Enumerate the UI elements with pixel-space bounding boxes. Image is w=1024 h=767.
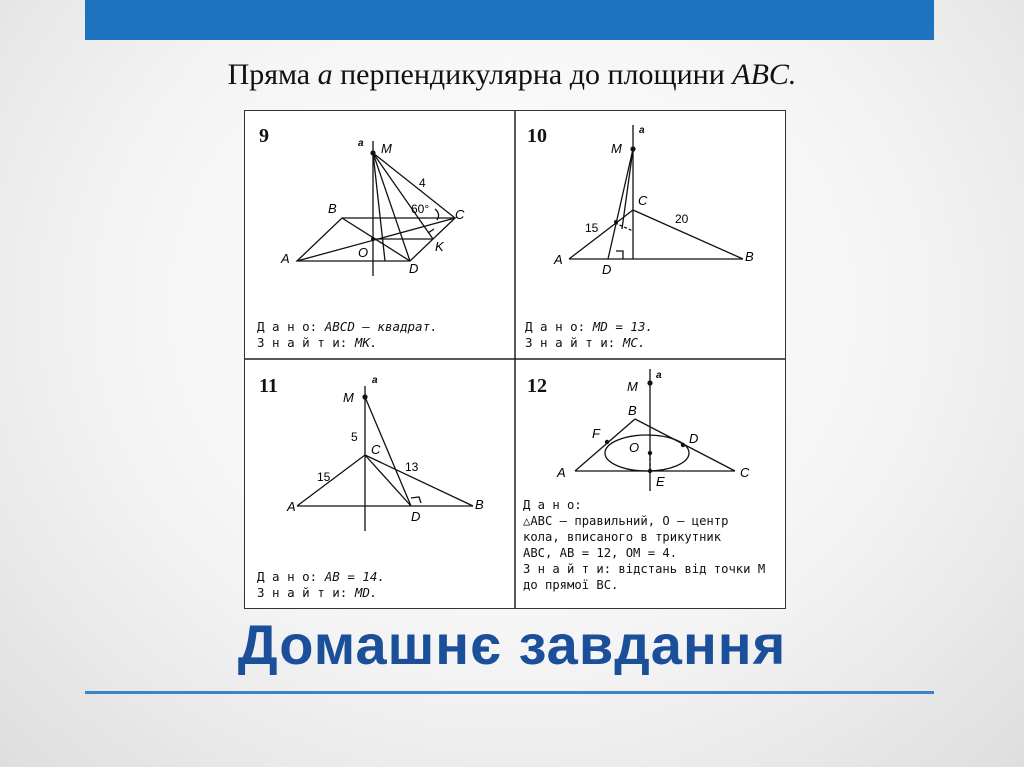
fig10-label-20: 20: [675, 212, 689, 226]
fig10-label-d: D: [602, 262, 612, 277]
fig10-point-foot: [614, 220, 618, 224]
problem-10-find: З н а й т и: MC.: [525, 335, 646, 350]
fig12-label-c: C: [740, 465, 750, 480]
fig11-label-m: M: [343, 390, 354, 405]
fig9-label-length: 4: [419, 176, 426, 190]
fig11-label-a: a: [372, 375, 378, 386]
fig10-label-m: M: [611, 141, 622, 156]
problem-10-given: Д а н о: MD = 13.: [525, 319, 653, 334]
fig10-label-a: a: [639, 125, 645, 136]
fig11-label-a-point: A: [287, 499, 296, 514]
fig10-dashed-perp: [615, 223, 633, 231]
fig11-label-5: 5: [351, 430, 358, 444]
fig9-label-c: C: [455, 207, 465, 222]
fig11-label-15: 15: [317, 470, 331, 484]
slide-title: Домашнє завдання: [237, 613, 787, 676]
problems-panel: [244, 110, 786, 609]
problem-9-given: Д а н о: ABCD – квадрат.: [257, 319, 438, 334]
fig12-label-d: D: [689, 431, 699, 446]
fig12-label-e: E: [656, 474, 665, 489]
problem-9-text: [257, 319, 438, 351]
problem-11-text: [257, 569, 385, 601]
bottom-accent-line: [85, 691, 934, 694]
problem-11-number: 11: [259, 375, 278, 397]
fig11-point-m: [362, 394, 367, 399]
problem-9-number: 9: [259, 125, 269, 147]
fig9-label-angle: 60°: [411, 202, 430, 216]
problem-12-text: [523, 497, 765, 593]
slide-subtitle: Пряма a перпендикулярна до площини ABC.: [227, 58, 797, 91]
fig12-inscribed-circle: [605, 435, 689, 471]
figure-9: [297, 141, 455, 276]
fig12-label-f: F: [592, 426, 600, 441]
fig12-label-a-point: A: [557, 465, 566, 480]
fig12-label-b: B: [628, 403, 637, 418]
fig12-label-a: a: [656, 370, 662, 381]
problem-10-text: [525, 319, 653, 351]
fig12-label-o: O: [629, 440, 640, 455]
problem-11-given: Д а н о: AB = 14.: [257, 569, 385, 584]
fig11-side-ac: [297, 455, 365, 506]
fig12-point-f: [605, 440, 609, 444]
problem-12-number: 12: [527, 375, 547, 397]
fig10-point-m: [630, 146, 635, 151]
figure-11: [297, 386, 473, 531]
fig9-label-b: B: [328, 201, 337, 216]
fig10-label-b: B: [745, 249, 754, 264]
figure-10: [569, 125, 743, 259]
problem-12-find-line2: до прямої BC.: [523, 578, 619, 592]
fig9-point-o: [371, 237, 375, 241]
fig9-right-angle-mark: [428, 229, 434, 233]
fig12-point-d: [681, 443, 685, 447]
fig9-point-m: [370, 150, 375, 155]
problem-12-find: З н а й т и: відстань від точки M: [523, 562, 766, 576]
fig10-label-15: 15: [585, 221, 599, 235]
fig12-point-o: [648, 451, 652, 455]
fig11-label-d: D: [411, 509, 421, 524]
fig11-label-13: 13: [405, 460, 419, 474]
fig9-label-a-point: A: [281, 251, 290, 266]
fig12-side-ab: [575, 419, 635, 471]
fig9-label-d: D: [409, 261, 419, 276]
problem-12-given-line1: △ABC – правильний, O – центр: [523, 514, 729, 528]
fig9-label-m: M: [381, 141, 392, 156]
fig9-label-k: K: [435, 239, 444, 254]
fig9-label-o: O: [358, 245, 369, 260]
fig10-label-a-point: A: [554, 252, 563, 267]
fig12-label-m: M: [627, 379, 638, 394]
fig9-label-a: a: [358, 138, 364, 149]
fig12-point-m: [647, 380, 652, 385]
problem-12-given-line3: ABC, AB = 12, OM = 4.: [523, 546, 678, 560]
problem-12-given-line2: кола, вписаного в трикутник: [523, 530, 722, 544]
fig12-point-e: [648, 469, 652, 473]
fig10-right-angle-mark: [616, 251, 623, 259]
fig10-segment-md: [608, 149, 633, 259]
fig10-label-c: C: [638, 193, 648, 208]
fig11-label-b: B: [475, 497, 484, 512]
fig9-segment-mk: [373, 153, 433, 239]
problem-9-find: З н а й т и: MK.: [257, 335, 378, 350]
problem-12-given-label: Д а н о:: [523, 498, 582, 512]
problem-11-find: З н а й т и: MD.: [257, 585, 378, 600]
fig11-label-c: C: [371, 442, 381, 457]
fig11-right-angle-mark: [411, 497, 421, 503]
problem-10-number: 10: [527, 125, 547, 147]
top-accent-bar: [85, 0, 934, 40]
